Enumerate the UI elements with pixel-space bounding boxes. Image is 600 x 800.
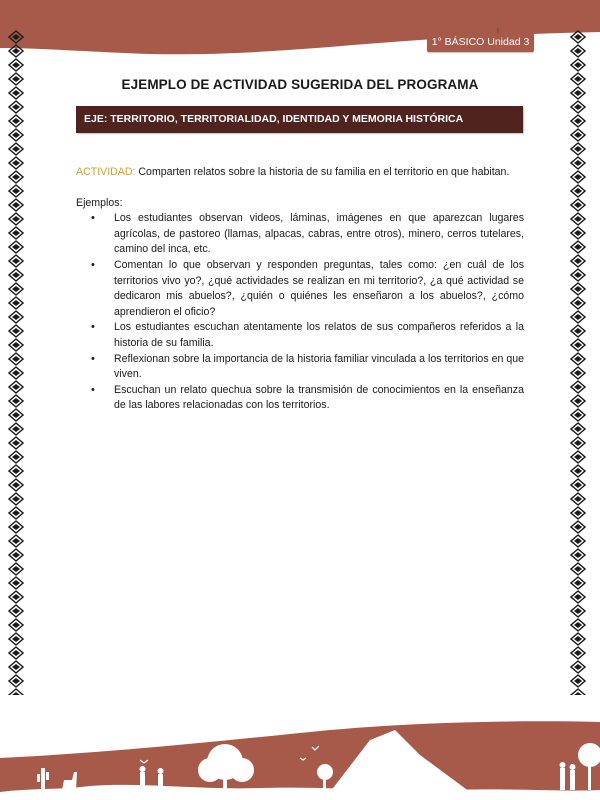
list-item: • Los estudiantes observan videos, láminas, imágenes en que aparezcan lugares agrícolas, de pastoreo (llamas, alpacas, cabras, entre otros), minero, cerros tutelares, camino del inca, etc. [91, 212, 524, 256]
bullet-icon: • [91, 258, 95, 271]
list-item: • Reflexionan sobre la importancia de la historia familiar vinculada a los territorios en que viven. [91, 352, 524, 381]
bullet-icon: • [91, 352, 95, 365]
right-textile-border [570, 30, 586, 695]
footer-landscape [0, 700, 600, 800]
bullet-icon: • [91, 321, 95, 334]
bullet-icon: • [91, 383, 95, 396]
examples-list [76, 211, 524, 414]
activity-content [76, 165, 524, 414]
activity-line [76, 165, 524, 181]
axis-band: EJE: TERRITORIO, TERRITORIALIDAD, IDENTIDAD Y MEMORIA HISTÓRICA [76, 106, 523, 133]
left-textile-border [8, 30, 24, 695]
activity-label: ACTIVIDAD: [76, 166, 136, 178]
bullet-icon: • [91, 212, 95, 225]
list-item: • Comentan lo que observan y responden preguntas, tales como: ¿en cuál de los territorios vivo yo?, ¿qué actividades se realizan en mi territorio?, ¿a qué actividad se dedicaron mis abuelos?, ¿quién o quiénes les enseñaron a los abuelos?, ¿cómo aprendieron el oficio? [91, 258, 524, 318]
activity-text: Comparten relatos sobre la historia de su familia en el territorio en que habitan. [135, 166, 510, 178]
list-item: • Escuchan un relato quechua sobre la transmisión de conocimientos en la enseñanza de las labores relacionadas con los territorios. [91, 383, 524, 412]
page-title: EJEMPLO DE ACTIVIDAD SUGERIDA DEL PROGRAMA [121, 77, 479, 92]
unit-badge: 1° BÁSICO Unidad 3 [427, 33, 534, 52]
examples-label: Ejemplos: [76, 196, 123, 209]
list-item: • Los estudiantes escuchan atentamente los relatos de sus compañeros referidos a la historia de su familia. [91, 321, 524, 349]
